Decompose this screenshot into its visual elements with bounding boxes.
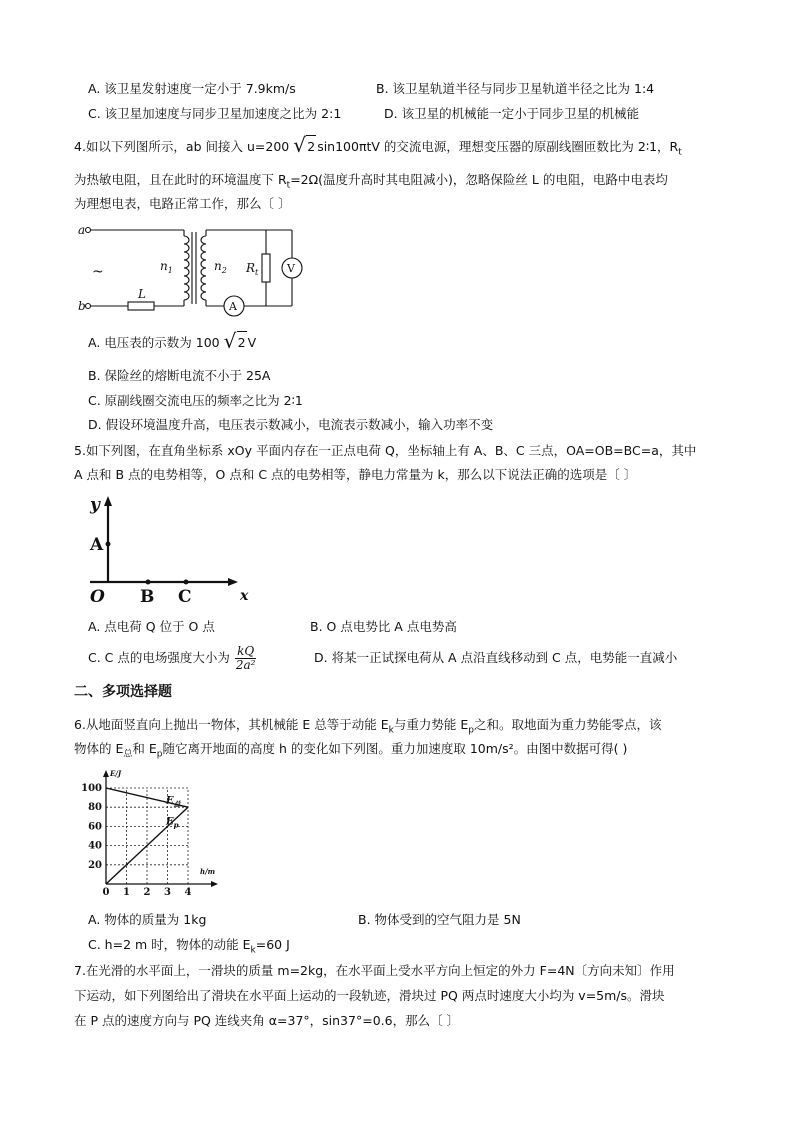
- q7-stem-line2: 下运动，如下列图给出了滑块在水平面上运动的一段轨迹，滑块过 PQ 两点时速度大小均为 v=5m/s。滑块: [74, 988, 665, 1003]
- x-tick-label: 1: [123, 887, 130, 896]
- point-label-C: C: [178, 587, 192, 604]
- y-tick-label: 20: [88, 859, 102, 871]
- q6-option-a: A. 物体的质量为 1kg: [88, 912, 207, 927]
- label-L: L: [138, 287, 146, 301]
- q4-stem-line1: 4.如以下列图所示，ab 间接入 u=200√ 2 sin100πtV 的交流电源，理想变压器的原副线圈匝数比为 2∶1，$R_t$: [74, 138, 682, 162]
- ac-source-symbol: ~: [92, 264, 104, 280]
- point-label-B: B: [140, 587, 155, 604]
- q6-option-b: B. 物体受到的空气阻力是 5N: [358, 912, 521, 927]
- y-axis-arrow: [103, 770, 109, 777]
- circuit-diagram: [78, 220, 308, 320]
- q6-option-c: C. h=2 m 时，物体的动能 $E_k=60$ J: [88, 937, 290, 956]
- series-label: $E_总$: [166, 795, 181, 809]
- q7-stem-line3: 在 P 点的速度方向与 PQ 连线夹角 α=37°，sin37°=0.6，那么〔 〕: [74, 1013, 460, 1028]
- q4-option-c: C. 原副线圈交流电压的频率之比为 2∶1: [88, 393, 303, 408]
- x-axis-arrow: [211, 881, 218, 887]
- q5-option-b: B. O 点电势比 A 点电势高: [310, 619, 457, 634]
- q5-option-a: A. 点电荷 Q 位于 O 点: [88, 619, 215, 634]
- sqrt-symbol: √ 2: [293, 138, 315, 156]
- coordinate-diagram: [80, 492, 250, 604]
- label-b: b: [78, 299, 86, 313]
- label-Rt: $R_t$: [246, 261, 259, 277]
- axis-label-x: x: [240, 588, 249, 604]
- q3-option-c: C. 该卫星加速度与同步卫星加速度之比为 2:1: [88, 106, 342, 121]
- y-axis-label: E/J: [110, 769, 122, 778]
- point-label-O: O: [90, 587, 105, 604]
- y-tick-label: 100: [81, 783, 102, 794]
- terminal-a: [86, 228, 91, 233]
- x-axis-label: h/m: [200, 867, 216, 876]
- fuse-L: [128, 302, 154, 310]
- q4-stem-line2: 为热敏电阻，且在此时的环境温度下 $R_t=2\Omega$(温度升高时其电阻减小)，忽略保险丝 L 的电阻，电路中电表均: [74, 172, 668, 191]
- series-label: $E_p$: [166, 816, 179, 830]
- x-tick-label: 4: [184, 887, 192, 896]
- label-n1: $n_1$: [160, 259, 173, 275]
- terminal-b: [86, 304, 91, 309]
- q6-stem-line2: 物体的 $E_总$和 $E_p$随它离开地面的高度 h 的变化如下列图。重力加速度取 10m/s²。由图中数据可得( ): [74, 741, 628, 760]
- section-heading: 二、多项选择题: [74, 684, 172, 700]
- q3-option-b: B. 该卫星轨道半径与同步卫星轨道半径之比为 1:4: [376, 81, 655, 96]
- q5-stem-line1: 5.如下列图，在直角坐标系 xOy 平面内存在一正点电荷 Q，坐标轴上有 A、B、C 三点，OA=OB=BC=a，其中: [74, 443, 697, 458]
- y-tick-label: 60: [88, 821, 102, 833]
- axis-label-y: y: [90, 495, 100, 515]
- y-tick-label: 40: [88, 840, 102, 852]
- q4-option-d: D. 假设环境温度升高，电压表示数减小，电流表示数减小，输入功率不变: [88, 417, 494, 432]
- label-n2: $n_2$: [214, 259, 227, 275]
- q3-option-d: D. 该卫星的机械能一定小于同步卫星的机械能: [384, 106, 640, 121]
- q4-option-a: A. 电压表的示数为 100√ 2 V: [88, 334, 256, 352]
- label-A: A: [229, 300, 237, 313]
- secondary-coil: [201, 236, 206, 300]
- point-label-A: A: [90, 535, 104, 555]
- q5-option-d: D. 将某一正试探电荷从 A 点沿直线移动到 C 点，电势能一直减小: [314, 650, 678, 665]
- q6-stem-line1: 6.从地面竖直向上抛出一物体，其机械能 E 总等于动能 $E_k$与重力势能 $E_p$之和。取地面为重力势能零点，该: [74, 717, 662, 736]
- x-tick-label: 3: [164, 887, 171, 896]
- q4-option-b: B. 保险丝的熔断电流不小于 25A: [88, 368, 271, 383]
- thermistor-Rt: [262, 254, 270, 282]
- q7-stem-line1: 7.在光滑的水平面上，一滑块的质量 m=2kg，在水平面上受水平方向上恒定的外力 F=4N〔方向未知〕作用: [74, 963, 675, 978]
- q5-option-c: C. C 点的电场强度大小为 $\frac{kQ}{\text{2a²}}$: [88, 644, 256, 672]
- y-tick-label: 80: [88, 802, 102, 814]
- label-V: V: [287, 262, 295, 275]
- sqrt-symbol: √ 2: [224, 334, 246, 352]
- energy-height-chart: [80, 768, 230, 896]
- q3-option-a: A. 该卫星发射速度一定小于 7.9km/s: [88, 81, 296, 96]
- q4-stem-line3: 为理想电表，电路正常工作，那么〔 〕: [74, 196, 291, 211]
- label-a: a: [78, 223, 86, 237]
- x-tick-label: 2: [143, 887, 151, 896]
- q5-stem-line2: A 点和 B 点的电势相等，O 点和 C 点的电势相等，静电力常量为 k，那么以下说法正确的选项是〔 〕: [74, 467, 637, 482]
- fraction-kQ-over-2a2: $\frac{kQ}{\text{2a²}}$: [235, 644, 256, 672]
- primary-coil: [184, 236, 189, 300]
- x-tick-label: 0: [102, 887, 110, 896]
